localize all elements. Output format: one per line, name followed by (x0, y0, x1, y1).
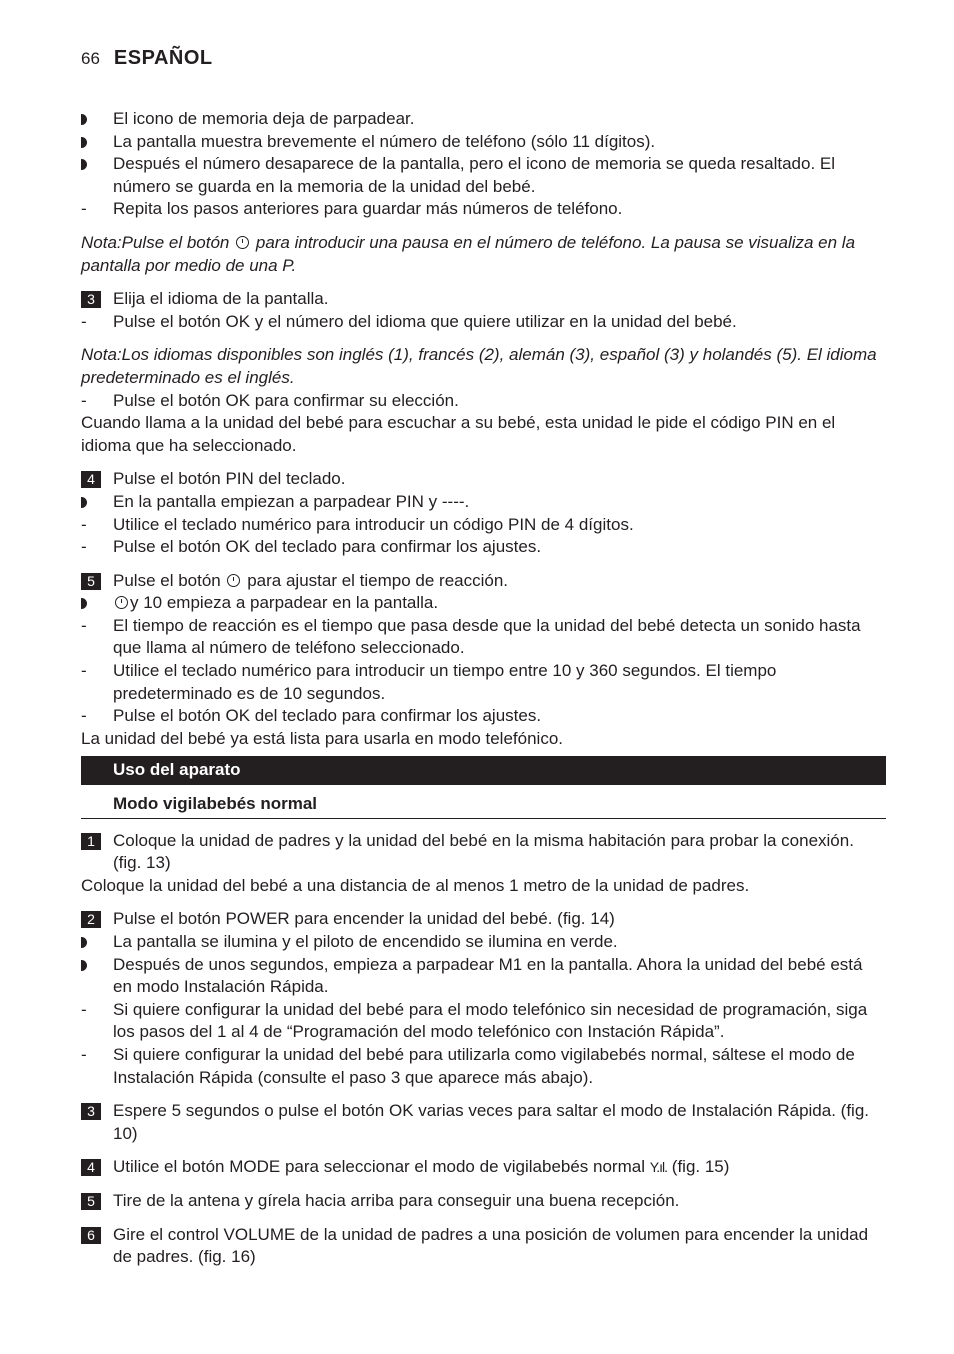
bullet-icon (81, 159, 87, 170)
dash-item: - El tiempo de reacción es el tiempo que pasa desde que la unidad del bebé detecta un sonido hasta que llama al número de teléfono seleccionado. (81, 615, 861, 658)
dash-item: - Pulse el botón OK del teclado para confirmar los ajustes. (81, 706, 542, 726)
step-item: 2 Pulse el botón POWER para encender la unidad del bebé. (fig. 14) (81, 908, 886, 931)
list-item: La pantalla se ilumina y el piloto de encendido se ilumina en verde. (81, 931, 886, 954)
clock-icon (227, 574, 240, 587)
list-item: El icono de memoria deja de parpadear. (81, 108, 886, 131)
step-number: 2 (81, 911, 101, 928)
step-number: 3 (81, 1103, 101, 1120)
step-item: 5 Pulse el botón para ajustar el tiempo de reacción. (81, 570, 886, 593)
step-item: 3 Espere 5 segundos o pulse el botón OK varias veces para saltar el modo de Instalación Rápida. (fig. 10) (81, 1100, 886, 1145)
language-heading: ESPAÑOL (113, 47, 213, 69)
clock-icon (115, 596, 128, 609)
subsection-title: Modo vigilabebés normal (81, 785, 886, 819)
dash-item: - Si quiere configurar la unidad del bebé para el modo telefónico sin necesidad de programación, siga los pasos del 1 al 4 de “Programación del modo telefónico con Instación Rápida”. (81, 999, 868, 1042)
bullet-icon (81, 114, 87, 125)
section-title: Uso del aparato (81, 756, 886, 785)
clock-icon (236, 236, 249, 249)
step-number: 1 (81, 833, 101, 850)
page-content (81, 108, 886, 1269)
bullet-icon (81, 137, 87, 148)
page-header (81, 47, 213, 75)
note-pause: Nota:Pulse el botón para introducir una pausa en el número de teléfono. La pausa se visualiza en la pantalla por medio de una P. (81, 232, 856, 275)
step-item: 5 Tire de la antena y gírela hacia arriba para conseguir una buena recepción. (81, 1190, 886, 1213)
step-number: 5 (81, 1193, 101, 1210)
dash-item: - Si quiere configurar la unidad del bebé para utilizarla como vigilabebés normal, sáltese el modo de Instalación Rápida (consulte el paso 3 que aparece más abajo). (81, 1044, 855, 1087)
dash-item: - Pulse el botón OK y el número del idioma que quiere utilizar en la unidad del bebé. (81, 311, 737, 331)
list-item: La pantalla muestra brevemente el número de teléfono (sólo 11 dígitos). (81, 131, 886, 154)
paragraph: Cuando llama a la unidad del bebé para escuchar a su bebé, esta unidad le pide el código PIN en el idioma que ha seleccionado. (81, 413, 836, 455)
step-number: 4 (81, 1159, 101, 1176)
step-item: 4 Utilice el botón MODE para seleccionar el modo de vigilabebés normal Y.ıl. (fig. 15) (81, 1156, 886, 1179)
list-item: y 10 empieza a parpadear en la pantalla. (81, 592, 886, 615)
paragraph: Coloque la unidad del bebé a una distancia de al menos 1 metro de la unidad de padres. (81, 875, 750, 895)
dash-item: - Pulse el botón OK para confirmar su elección. (81, 390, 459, 410)
step-item: 6 Gire el control VOLUME de la unidad de padres a una posición de volumen para encender la unidad de padres. (fig. 16) (81, 1224, 886, 1269)
list-item: Después de unos segundos, empieza a parpadear M1 en la pantalla. Ahora la unidad del bebé está en modo Instalación Rápida. (81, 954, 886, 999)
step-item: 4 Pulse el botón PIN del teclado. (81, 468, 886, 491)
step-item: 1 Coloque la unidad de padres y la unidad del bebé en la misma habitación para probar la conexión. (fig. 13) (81, 830, 886, 875)
step-number: 4 (81, 471, 101, 488)
dash-item: - Utilice el teclado numérico para introducir un tiempo entre 10 y 360 segundos. El tiempo predeterminado es de 10 segundos. (81, 661, 777, 703)
bullet-icon (81, 497, 87, 508)
dash-item: - Pulse el botón OK del teclado para confirmar los ajustes. (81, 537, 542, 557)
step-number: 6 (81, 1227, 101, 1244)
dash-item: - Repita los pasos anteriores para guardar más números de teléfono. (81, 199, 623, 219)
step-number: 5 (81, 573, 101, 590)
step-item: 3 Elija el idioma de la pantalla. (81, 288, 886, 311)
bullet-icon (81, 598, 87, 609)
note-languages: Nota:Los idiomas disponibles son inglés (1), francés (2), alemán (3), español (3) y holandés (5). El idioma predeterminado es el inglés. (81, 345, 877, 387)
dash-item: - Utilice el teclado numérico para introducir un código PIN de 4 dígitos. (81, 514, 634, 534)
signal-icon: Y.ıl. (649, 1159, 668, 1176)
page-number: 66 (81, 49, 100, 68)
step-number: 3 (81, 291, 101, 308)
list-item: En la pantalla empiezan a parpadear PIN y ----. (81, 491, 886, 514)
bullet-icon (81, 960, 87, 971)
list-item: Después el número desaparece de la pantalla, pero el icono de memoria se queda resaltado. El número se guarda en la memoria de la unidad del bebé. (81, 153, 886, 198)
paragraph: La unidad del bebé ya está lista para usarla en modo telefónico. (81, 728, 563, 748)
bullet-icon (81, 937, 87, 948)
